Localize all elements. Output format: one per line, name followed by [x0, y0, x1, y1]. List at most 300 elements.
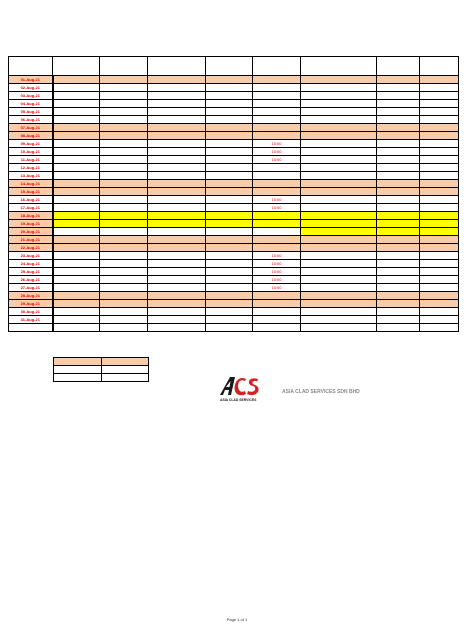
time-cell	[253, 324, 301, 332]
sheet-cell	[206, 76, 253, 84]
sheet-cell	[420, 180, 459, 188]
sheet-row	[9, 276, 459, 284]
sheet-cell	[206, 196, 253, 204]
page-number: Page 1 of 1	[226, 617, 248, 622]
sheet-cell	[53, 204, 100, 212]
sheet-cell	[301, 180, 377, 188]
sheet-row	[9, 100, 459, 108]
sheet-cell	[206, 156, 253, 164]
attendance-sheet	[8, 56, 459, 332]
sheet-cell	[206, 244, 253, 252]
sheet-cell	[420, 108, 459, 116]
sheet-cell	[301, 196, 377, 204]
sheet-cell	[301, 156, 377, 164]
sheet-cell	[377, 316, 420, 324]
sheet-cell	[148, 172, 206, 180]
sheet-row	[9, 308, 459, 316]
sheet-row	[9, 116, 459, 124]
sheet-cell	[53, 236, 100, 244]
date-cell: 26-Aug-21	[9, 276, 53, 284]
sheet-cell	[301, 148, 377, 156]
time-cell	[253, 188, 301, 196]
sheet-cell	[301, 292, 377, 300]
sheet-cell	[301, 140, 377, 148]
sheet-cell	[148, 204, 206, 212]
summary-cell	[101, 374, 149, 382]
sheet-cell	[420, 76, 459, 84]
sheet-cell	[420, 164, 459, 172]
column-header	[9, 57, 53, 76]
sheet-cell	[53, 116, 100, 124]
sheet-cell	[301, 92, 377, 100]
time-cell	[253, 228, 301, 236]
sheet-cell	[206, 292, 253, 300]
date-cell	[9, 324, 53, 332]
time-cell	[253, 100, 301, 108]
sheet-cell	[377, 92, 420, 100]
sheet-cell	[148, 116, 206, 124]
sheet-cell	[301, 132, 377, 140]
time-cell: 10:00	[253, 140, 301, 148]
sheet-cell	[377, 220, 420, 228]
sheet-cell	[420, 292, 459, 300]
sheet-cell	[148, 300, 206, 308]
sheet-cell	[100, 92, 148, 100]
sheet-cell	[148, 140, 206, 148]
summary-cell	[54, 374, 102, 382]
sheet-cell	[53, 228, 100, 236]
time-cell	[253, 116, 301, 124]
sheet-cell	[100, 180, 148, 188]
time-cell: 10:00	[253, 196, 301, 204]
sheet-cell	[100, 140, 148, 148]
sheet-cell	[100, 196, 148, 204]
sheet-cell	[420, 84, 459, 92]
date-cell: 16-Aug-21	[9, 196, 53, 204]
sheet-cell	[377, 156, 420, 164]
sheet-cell	[206, 164, 253, 172]
time-cell	[253, 92, 301, 100]
summary-cell	[101, 358, 149, 366]
logo-a-shape	[220, 377, 235, 395]
column-header	[53, 57, 100, 76]
sheet-cell	[148, 164, 206, 172]
sheet-cell	[206, 132, 253, 140]
sheet-cell	[100, 316, 148, 324]
column-header	[148, 57, 206, 76]
date-cell: 24-Aug-21	[9, 260, 53, 268]
sheet-cell	[206, 172, 253, 180]
sheet-cell	[377, 324, 420, 332]
sheet-cell	[301, 316, 377, 324]
sheet-cell	[420, 212, 459, 220]
time-cell	[253, 212, 301, 220]
sheet-cell	[377, 204, 420, 212]
date-cell: 28-Aug-21	[9, 292, 53, 300]
sheet-cell	[420, 196, 459, 204]
sheet-cell	[148, 252, 206, 260]
sheet-cell	[301, 108, 377, 116]
sheet-cell	[420, 156, 459, 164]
sheet-cell	[206, 148, 253, 156]
sheet-cell	[53, 148, 100, 156]
sheet-cell	[420, 116, 459, 124]
sheet-cell	[420, 284, 459, 292]
sheet-cell	[53, 84, 100, 92]
sheet-cell	[377, 300, 420, 308]
sheet-row	[9, 108, 459, 116]
sheet-cell	[148, 76, 206, 84]
sheet-cell	[100, 268, 148, 276]
sheet-row	[9, 196, 459, 204]
sheet-cell	[377, 164, 420, 172]
sheet-row	[9, 252, 459, 260]
sheet-cell	[100, 124, 148, 132]
date-cell: 06-Aug-21	[9, 116, 53, 124]
sheet-row	[9, 220, 459, 228]
acs-logo	[218, 374, 268, 404]
sheet-cell	[148, 260, 206, 268]
date-cell: 27-Aug-21	[9, 284, 53, 292]
sheet-cell	[100, 132, 148, 140]
sheet-cell	[206, 188, 253, 196]
sheet-cell	[206, 284, 253, 292]
sheet-cell	[53, 156, 100, 164]
sheet-cell	[53, 188, 100, 196]
sheet-cell	[148, 268, 206, 276]
sheet-cell	[420, 252, 459, 260]
date-cell: 07-Aug-21	[9, 124, 53, 132]
sheet-cell	[301, 260, 377, 268]
column-header	[420, 57, 459, 76]
sheet-cell	[206, 308, 253, 316]
sheet-cell	[206, 228, 253, 236]
sheet-cell	[377, 100, 420, 108]
sheet-cell	[100, 260, 148, 268]
sheet-cell	[301, 276, 377, 284]
sheet-cell	[100, 236, 148, 244]
sheet-cell	[100, 156, 148, 164]
sheet-body	[9, 76, 459, 332]
sheet-cell	[53, 308, 100, 316]
time-cell	[253, 244, 301, 252]
sheet-cell	[301, 236, 377, 244]
sheet-cell	[420, 148, 459, 156]
date-cell: 17-Aug-21	[9, 204, 53, 212]
sheet-row	[9, 148, 459, 156]
sheet-row	[9, 300, 459, 308]
time-cell	[253, 172, 301, 180]
sheet-cell	[148, 148, 206, 156]
sheet-cell	[420, 220, 459, 228]
sheet-row	[9, 268, 459, 276]
sheet-row	[9, 324, 459, 332]
sheet-cell	[420, 324, 459, 332]
summary-cell	[54, 366, 102, 374]
sheet-cell	[148, 132, 206, 140]
time-cell	[253, 124, 301, 132]
sheet-row	[9, 188, 459, 196]
sheet-row	[9, 236, 459, 244]
sheet-row	[9, 92, 459, 100]
sheet-cell	[148, 92, 206, 100]
sheet-cell	[206, 100, 253, 108]
sheet-cell	[420, 188, 459, 196]
sheet-cell	[53, 268, 100, 276]
sheet-cell	[100, 188, 148, 196]
sheet-cell	[100, 100, 148, 108]
date-cell: 30-Aug-21	[9, 308, 53, 316]
sheet-cell	[53, 316, 100, 324]
sheet-cell	[206, 116, 253, 124]
sheet-cell	[206, 276, 253, 284]
sheet-cell	[100, 212, 148, 220]
date-cell: 08-Aug-21	[9, 132, 53, 140]
sheet-cell	[100, 148, 148, 156]
time-cell	[253, 180, 301, 188]
sheet-row	[9, 212, 459, 220]
sheet-cell	[301, 84, 377, 92]
sheet-cell	[53, 180, 100, 188]
sheet-cell	[100, 244, 148, 252]
summary-row	[54, 366, 149, 374]
sheet-cell	[377, 108, 420, 116]
summary-cell	[101, 366, 149, 374]
sheet-cell	[301, 124, 377, 132]
sheet-cell	[53, 140, 100, 148]
sheet-cell	[301, 268, 377, 276]
date-cell: 25-Aug-21	[9, 268, 53, 276]
sheet-cell	[148, 108, 206, 116]
sheet-row	[9, 204, 459, 212]
time-cell: 10:00	[253, 276, 301, 284]
time-cell	[253, 308, 301, 316]
date-cell: 21-Aug-21	[9, 236, 53, 244]
sheet-cell	[53, 132, 100, 140]
sheet-cell	[53, 196, 100, 204]
sheet-cell	[377, 180, 420, 188]
date-cell: 10-Aug-21	[9, 148, 53, 156]
sheet-cell	[148, 308, 206, 316]
sheet-cell	[377, 236, 420, 244]
date-cell: 18-Aug-21	[9, 212, 53, 220]
sheet-cell	[53, 260, 100, 268]
sheet-cell	[420, 124, 459, 132]
sheet-cell	[377, 244, 420, 252]
sheet-cell	[377, 292, 420, 300]
sheet-cell	[301, 164, 377, 172]
sheet-cell	[53, 92, 100, 100]
sheet-cell	[301, 284, 377, 292]
sheet-cell	[206, 180, 253, 188]
sheet-cell	[148, 220, 206, 228]
sheet-cell	[301, 172, 377, 180]
sheet-cell	[100, 204, 148, 212]
time-cell: 10:00	[253, 148, 301, 156]
date-cell: 11-Aug-21	[9, 156, 53, 164]
sheet-cell	[206, 236, 253, 244]
summary-table	[53, 357, 149, 382]
sheet-cell	[100, 220, 148, 228]
sheet-cell	[53, 76, 100, 84]
sheet-cell	[377, 140, 420, 148]
sheet-cell	[53, 324, 100, 332]
sheet-cell	[53, 292, 100, 300]
time-cell: 10:00	[253, 204, 301, 212]
sheet-cell	[148, 236, 206, 244]
sheet-cell	[206, 324, 253, 332]
sheet-cell	[206, 300, 253, 308]
sheet-cell	[420, 140, 459, 148]
sheet-cell	[206, 140, 253, 148]
sheet-cell	[148, 244, 206, 252]
time-cell	[253, 292, 301, 300]
column-header	[253, 57, 301, 76]
time-cell	[253, 220, 301, 228]
sheet-cell	[53, 276, 100, 284]
sheet-cell	[100, 324, 148, 332]
sheet-cell	[377, 84, 420, 92]
company-name: ASIA CLAD SERVICES SDN BHD	[282, 389, 360, 395]
column-header	[100, 57, 148, 76]
logo-c-shape	[235, 378, 247, 395]
sheet-cell	[100, 252, 148, 260]
sheet-cell	[301, 76, 377, 84]
sheet-cell	[301, 204, 377, 212]
sheet-cell	[148, 84, 206, 92]
date-cell: 13-Aug-21	[9, 172, 53, 180]
date-cell: 15-Aug-21	[9, 188, 53, 196]
sheet-cell	[206, 252, 253, 260]
sheet-cell	[420, 316, 459, 324]
sheet-cell	[206, 212, 253, 220]
date-cell: 31-Aug-21	[9, 316, 53, 324]
sheet-cell	[301, 252, 377, 260]
time-cell: 10:00	[253, 284, 301, 292]
sheet-cell	[100, 116, 148, 124]
sheet-cell	[377, 252, 420, 260]
sheet-cell	[420, 300, 459, 308]
time-cell	[253, 316, 301, 324]
sheet-row	[9, 172, 459, 180]
sheet-cell	[206, 84, 253, 92]
date-cell: 22-Aug-21	[9, 244, 53, 252]
sheet-cell	[100, 228, 148, 236]
sheet-row	[9, 316, 459, 324]
sheet-cell	[377, 172, 420, 180]
time-cell	[253, 300, 301, 308]
date-cell: 29-Aug-21	[9, 300, 53, 308]
sheet-cell	[148, 316, 206, 324]
sheet-cell	[53, 220, 100, 228]
sheet-cell	[53, 124, 100, 132]
sheet-cell	[301, 188, 377, 196]
sheet-cell	[53, 284, 100, 292]
sheet-cell	[377, 284, 420, 292]
sheet-cell	[206, 260, 253, 268]
time-cell: 10:00	[253, 260, 301, 268]
date-cell: 23-Aug-21	[9, 252, 53, 260]
sheet-cell	[53, 252, 100, 260]
logo-s-shape	[247, 378, 259, 395]
summary-cell	[54, 358, 102, 366]
summary-header-row	[54, 358, 149, 366]
sheet-cell	[420, 308, 459, 316]
sheet-cell	[148, 188, 206, 196]
sheet-cell	[148, 124, 206, 132]
time-cell	[253, 84, 301, 92]
sheet-cell	[100, 284, 148, 292]
sheet-cell	[420, 276, 459, 284]
sheet-cell	[100, 292, 148, 300]
date-cell: 12-Aug-21	[9, 164, 53, 172]
sheet-cell	[148, 292, 206, 300]
sheet-cell	[100, 300, 148, 308]
sheet-cell	[420, 132, 459, 140]
sheet-cell	[148, 284, 206, 292]
sheet-cell	[100, 276, 148, 284]
sheet-cell	[301, 220, 377, 228]
sheet-cell	[301, 308, 377, 316]
sheet-cell	[377, 76, 420, 84]
sheet-cell	[377, 148, 420, 156]
sheet-cell	[148, 276, 206, 284]
sheet-row	[9, 124, 459, 132]
sheet-row	[9, 140, 459, 148]
sheet-cell	[420, 228, 459, 236]
sheet-cell	[420, 260, 459, 268]
sheet-cell	[148, 156, 206, 164]
date-cell: 03-Aug-21	[9, 92, 53, 100]
time-cell	[253, 164, 301, 172]
date-cell: 05-Aug-21	[9, 108, 53, 116]
sheet-cell	[100, 76, 148, 84]
sheet-cell	[53, 164, 100, 172]
column-header	[206, 57, 253, 76]
sheet-cell	[206, 220, 253, 228]
sheet-cell	[100, 308, 148, 316]
sheet-cell	[206, 268, 253, 276]
sheet-header-row	[9, 57, 459, 76]
logo-tagline: ASIA CLAD SERVICES	[220, 398, 257, 402]
date-cell: 09-Aug-21	[9, 140, 53, 148]
sheet-row	[9, 228, 459, 236]
sheet-cell	[148, 324, 206, 332]
sheet-cell	[148, 196, 206, 204]
sheet-cell	[301, 116, 377, 124]
column-header	[301, 57, 377, 76]
column-header	[377, 57, 420, 76]
sheet-cell	[206, 204, 253, 212]
sheet-cell	[377, 260, 420, 268]
sheet-cell	[53, 244, 100, 252]
sheet-cell	[420, 172, 459, 180]
sheet-row	[9, 164, 459, 172]
sheet-cell	[377, 308, 420, 316]
sheet-row	[9, 180, 459, 188]
sheet-cell	[53, 212, 100, 220]
time-cell: 10:00	[253, 156, 301, 164]
sheet-cell	[148, 228, 206, 236]
sheet-cell	[301, 212, 377, 220]
sheet-cell	[100, 172, 148, 180]
date-cell: 04-Aug-21	[9, 100, 53, 108]
sheet-cell	[420, 100, 459, 108]
sheet-cell	[148, 212, 206, 220]
sheet-cell	[377, 212, 420, 220]
sheet-cell	[420, 244, 459, 252]
sheet-row	[9, 84, 459, 92]
